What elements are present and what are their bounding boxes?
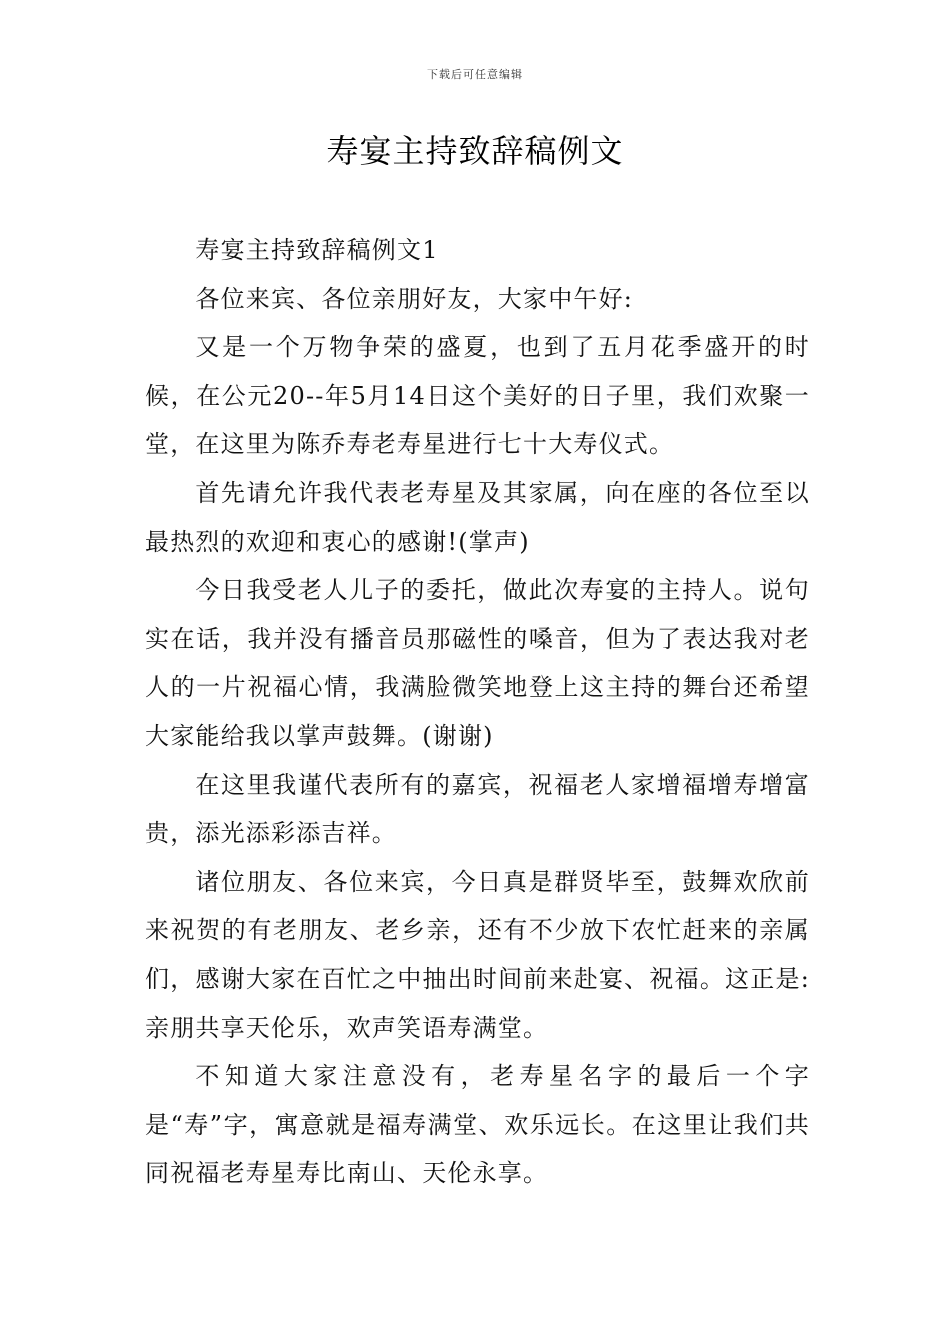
header-note: 下载后可任意编辑 [427, 68, 523, 81]
paragraph: 又是一个万物争荣的盛夏，也到了五月花季盛开的时候，在公元20--年5月14日这个美好的日子里，我们欢聚一堂，在这里为陈乔寿老寿星进行七十大寿仪式。 [145, 333, 810, 459]
paragraph: 今日我受老人儿子的委托，做此次寿宴的主持人。说句实在话，我并没有播音员那磁性的嗓音，但为了表达我对老人的一片祝福心情，我满脸微笑地登上这主持的舞台还希望大家能给我以掌声鼓舞。(谢谢) [145, 576, 810, 750]
document-title: 寿宴主持致辞稿例文 [326, 132, 624, 170]
paragraph: 诸位朋友、各位来宾，今日真是群贤毕至，鼓舞欢欣前来祝贺的有老朋友、老乡亲，还有不少放下农忙赶来的亲属们，感谢大家在百忙之中抽出时间前来赴宴、祝福。这正是:亲朋共享天伦乐，欢声笑语寿满堂。 [145, 867, 810, 1042]
paragraph: 不知道大家注意没有，老寿星名字的最后一个字是“寿”字，寓意就是福寿满堂、欢乐远长。在这里让我们共同祝福老寿星寿比南山、天伦永享。 [145, 1062, 810, 1188]
paragraph-subtitle: 寿宴主持致辞稿例文1 [195, 236, 439, 264]
document-body [145, 226, 810, 1198]
paragraph: 在这里我谨代表所有的嘉宾，祝福老人家增福增寿增富贵，添光添彩添吉祥。 [145, 770, 810, 848]
paragraph: 首先请允许我代表老寿星及其家属，向在座的各位至以最热烈的欢迎和衷心的感谢!(掌声) [145, 478, 810, 556]
paragraph-greeting: 各位来宾、各位亲朋好友，大家中午好: [195, 284, 634, 313]
